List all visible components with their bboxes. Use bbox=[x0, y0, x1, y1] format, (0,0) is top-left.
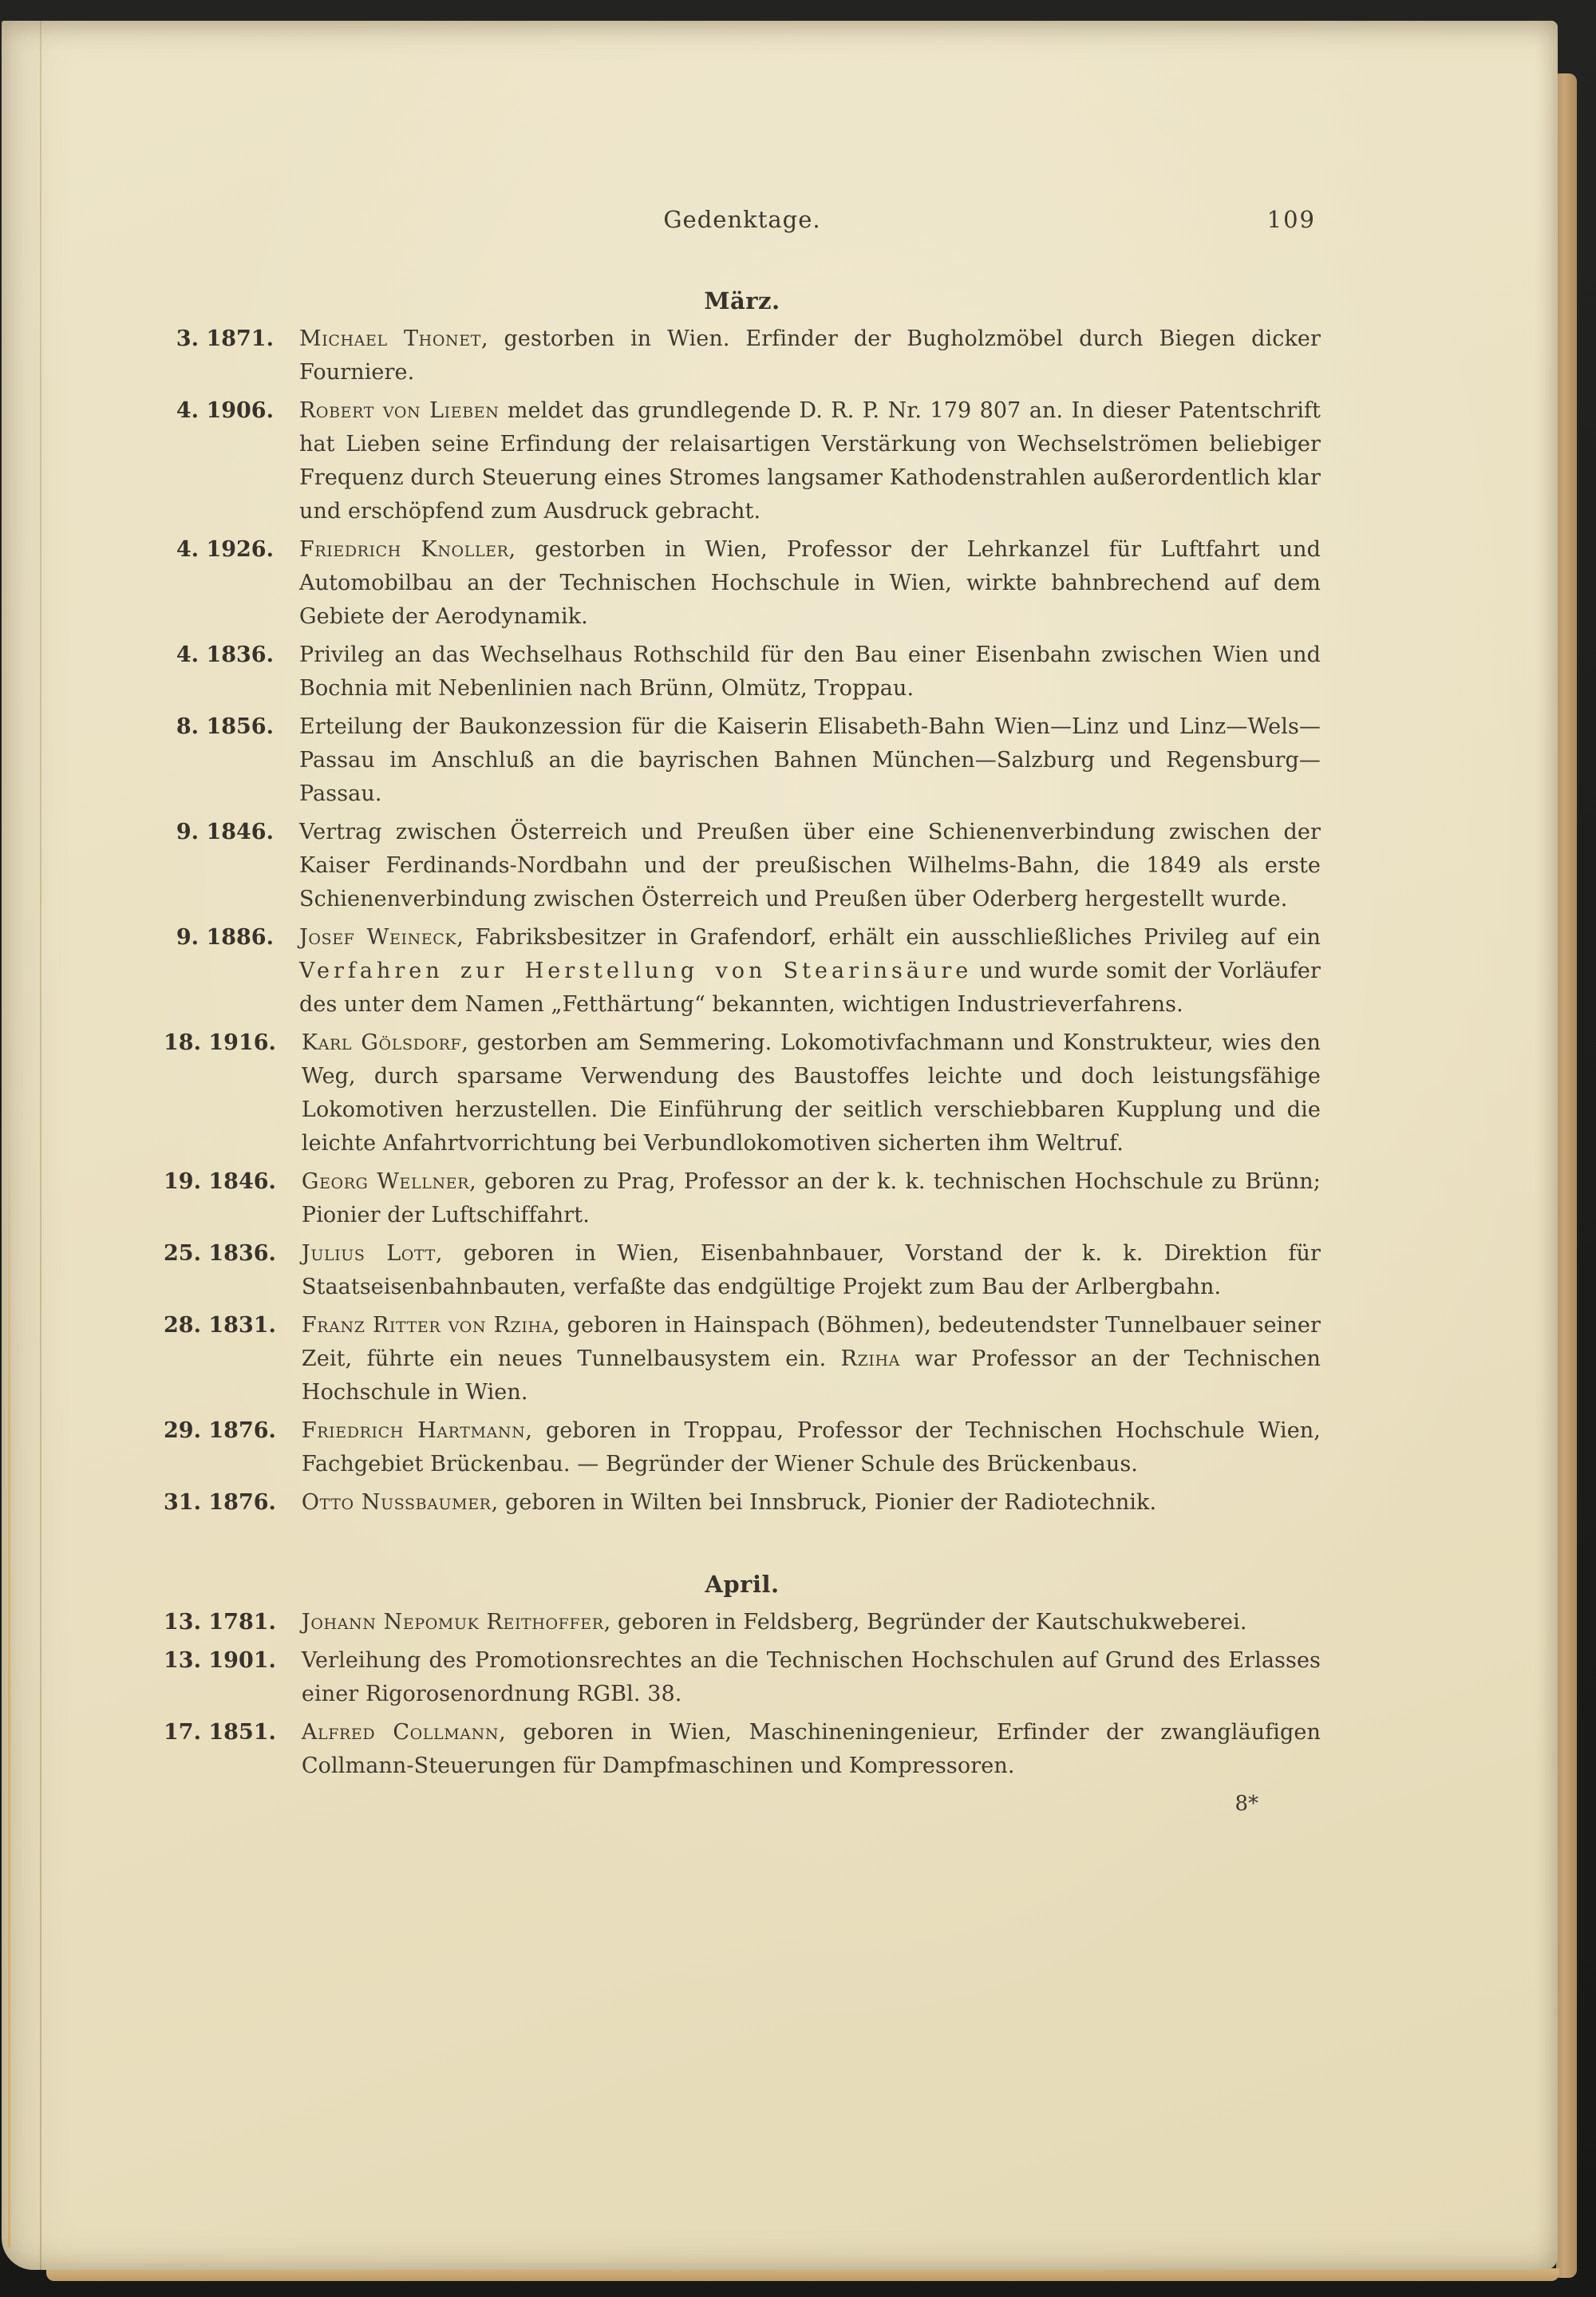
person-name: Karl Gölsdorf bbox=[301, 1030, 462, 1055]
entry-date: 25. 1836. bbox=[164, 1241, 276, 1266]
entry-text bbox=[302, 1414, 1321, 1481]
entry bbox=[164, 394, 1321, 528]
person-name: Friedrich Hartmann bbox=[301, 1418, 526, 1443]
person-name: Michael Thonet bbox=[299, 326, 481, 351]
entry bbox=[164, 1026, 1321, 1160]
page-edge-bottom bbox=[46, 2268, 1559, 2281]
signature-mark: 8* bbox=[1235, 1792, 1258, 1816]
person-name: Georg Wellner bbox=[301, 1169, 470, 1194]
entry-date: 13. 1901. bbox=[164, 1648, 276, 1673]
page-number: 109 bbox=[1266, 206, 1316, 233]
text-segment: , gestorben am Semmering. Lokomotivfachmann und Konstrukteur, wies den Weg, durch sparsame Verwendung des Baustoffes leichte und doch leistungsfähige Lokomotiven herzustellen. Die Einführung der seitlich verschiebbaren Kupplung und die leichte Anfahrtvorrichtung bei Verbundlokomotiven sicherten ihm Weltruf. bbox=[301, 1030, 1321, 1156]
text-segment: , geboren in Wilten bei Innsbruck, Pionier der Radiotechnik. bbox=[491, 1490, 1157, 1515]
page-fold-line bbox=[8, 1098, 10, 2248]
running-header bbox=[164, 203, 1321, 236]
binding-crease bbox=[40, 21, 41, 2270]
text-segment: Verfahren zur Herstellung von Stearinsäure bbox=[299, 959, 973, 983]
entry-date: 31. 1876. bbox=[164, 1490, 276, 1515]
text-segment: , geboren in Hainspach (Böhmen), bedeutendster Tunnelbauer seiner Zeit, führte ein neues Tunnelbausystem ein. bbox=[301, 1313, 1321, 1371]
sections bbox=[164, 284, 1321, 1783]
entry-text bbox=[299, 710, 1321, 811]
text-segment: , geboren in Wien, Eisenbahnbauer, Vorstand der k. k. Direktion für Staatseisenbahnbauten, verfaßte das endgültige Projekt zum Bau der Arlbergbahn. bbox=[301, 1241, 1321, 1299]
entry-text bbox=[302, 1026, 1321, 1160]
text-segment: Vertrag zwischen Österreich und Preußen über eine Schienenverbindung zwischen der Kaiser Ferdinands-Nordbahn und der preußischen Wilhelms-Bahn, die 1849 als erste Schienenverbindung zwischen Österreich und Preußen über Oderberg hergestellt wurde. bbox=[299, 820, 1321, 911]
text-segment: , geboren in Troppau, Professor der Technischen Hochschule Wien, Fachgebiet Brückenbau. — Begründer der Wiener Schule des Brückenbaus. bbox=[301, 1418, 1321, 1477]
entry bbox=[164, 1486, 1321, 1520]
entry-date: 18. 1916. bbox=[164, 1030, 276, 1055]
entry-date: 8. 1856. bbox=[176, 714, 274, 739]
text-segment: , gestorben in Wien, Professor der Lehrkanzel für Luftfahrt und Automobilbau an der Technischen Hochschule in Wien, wirkte bahnbrechend auf dem Gebiete der Aerodynamik. bbox=[299, 537, 1321, 629]
entry-date: 9. 1846. bbox=[176, 820, 274, 844]
entry bbox=[164, 1414, 1321, 1481]
text-segment: war Professor an der Technischen Hochschule in Wien. bbox=[301, 1346, 1321, 1405]
entry-date: 4. 1906. bbox=[176, 398, 274, 423]
text-segment: , geboren zu Prag, Professor an der k. k. technischen Hochschule zu Brünn; Pionier der Luftschiffahrt. bbox=[301, 1169, 1321, 1228]
entry-text bbox=[302, 1309, 1321, 1409]
person-name: Friedrich Knoller bbox=[299, 537, 509, 562]
entry bbox=[164, 1165, 1321, 1232]
entry-text bbox=[302, 1237, 1321, 1304]
entry-date: 4. 1836. bbox=[176, 642, 274, 667]
entry-text bbox=[299, 921, 1321, 1022]
person-name: Robert von Lieben bbox=[299, 398, 500, 423]
page-title: Gedenktage. bbox=[663, 206, 821, 233]
month-heading: April. bbox=[705, 1571, 780, 1598]
entry-text bbox=[302, 1165, 1321, 1232]
person-name: Johann Nepomuk Reithoffer bbox=[301, 1610, 604, 1635]
entry-text bbox=[299, 638, 1321, 706]
entry bbox=[164, 816, 1321, 916]
text-segment: , geboren in Feldsberg, Begründer der Kautschukweberei. bbox=[603, 1610, 1247, 1635]
text-segment: meldet das grundlegende D. R. P. Nr. 179 807 an. In dieser Patentschrift hat Lieben seine Erfindung der relaisartigen Verstärkung von Wechselströmen beliebiger Frequenz durch Steuerung eines Stromes langsamer Kathodenstrahlen außerordentlich klar und erschöpfend zum Ausdruck gebracht. bbox=[299, 398, 1321, 524]
month-heading: März. bbox=[704, 287, 780, 314]
page-content bbox=[164, 203, 1321, 1820]
entry-date: 17. 1851. bbox=[164, 1720, 276, 1745]
entry-text bbox=[299, 533, 1321, 634]
person-name: Josef Weineck bbox=[299, 925, 457, 950]
entry-text bbox=[299, 816, 1321, 916]
entry bbox=[164, 533, 1321, 634]
entry-date: 19. 1846. bbox=[164, 1169, 276, 1194]
entry-text bbox=[302, 1644, 1321, 1711]
text-segment: und wurde somit der Vorläufer des unter dem Namen „Fetthärtung“ bekannten, wichtigen Industrieverfahrens. bbox=[299, 959, 1321, 1017]
entry-date: 28. 1831. bbox=[164, 1313, 276, 1338]
entry-text bbox=[299, 322, 1321, 389]
page-edge-right bbox=[1556, 73, 1577, 2278]
person-name: Julius Lott bbox=[301, 1241, 436, 1266]
entry bbox=[164, 1644, 1321, 1711]
entry-date: 4. 1926. bbox=[176, 537, 274, 562]
text-segment: , gestorben in Wien. Erfinder der Bugholzmöbel durch Biegen dicker Fourniere. bbox=[299, 326, 1321, 385]
entry-date: 13. 1781. bbox=[164, 1610, 276, 1635]
entry-text bbox=[302, 1486, 1321, 1520]
person-name: Rziha bbox=[840, 1346, 900, 1371]
entry bbox=[164, 1606, 1321, 1639]
text-segment: Erteilung der Baukonzession für die Kaiserin Elisabeth-Bahn Wien—Linz und Linz—Wels—Passau im Anschluß an die bayrischen Bahnen München—Salzburg und Regensburg—Passau. bbox=[299, 714, 1321, 806]
entry bbox=[164, 710, 1321, 811]
entry-text bbox=[302, 1716, 1321, 1783]
person-name: Alfred Collmann bbox=[301, 1720, 500, 1745]
entry-date: 29. 1876. bbox=[164, 1418, 276, 1443]
entry bbox=[164, 1309, 1321, 1409]
entry bbox=[164, 322, 1321, 389]
text-segment: Verleihung des Promotionsrechtes an die Technischen Hochschulen auf Grund des Erlasses einer Rigorosenordnung RGBl. 38. bbox=[301, 1648, 1321, 1706]
entry-text bbox=[302, 1606, 1321, 1639]
entry-date: 9. 1886. bbox=[176, 925, 274, 950]
entry bbox=[164, 1237, 1321, 1304]
entry bbox=[164, 921, 1321, 1022]
book-page bbox=[2, 21, 1558, 2270]
entry bbox=[164, 638, 1321, 706]
text-segment: , Fabriksbesitzer in Grafendorf, erhält ein ausschließliches Privileg auf ein bbox=[456, 925, 1321, 950]
person-name: Otto Nussbaumer bbox=[301, 1490, 492, 1515]
person-name: Franz Ritter von Rziha bbox=[301, 1313, 553, 1338]
text-segment: , geboren in Wien, Maschineningenieur, Erfinder der zwangläufigen Collmann-Steuerungen für Dampfmaschinen und Kompressoren. bbox=[301, 1720, 1321, 1778]
entry-date: 3. 1871. bbox=[176, 326, 274, 351]
text-segment: Privileg an das Wechselhaus Rothschild für den Bau einer Eisenbahn zwischen Wien und Bochnia mit Nebenlinien nach Brünn, Olmütz, Troppau. bbox=[299, 642, 1321, 701]
entry bbox=[164, 1716, 1321, 1783]
entry-text bbox=[299, 394, 1321, 528]
